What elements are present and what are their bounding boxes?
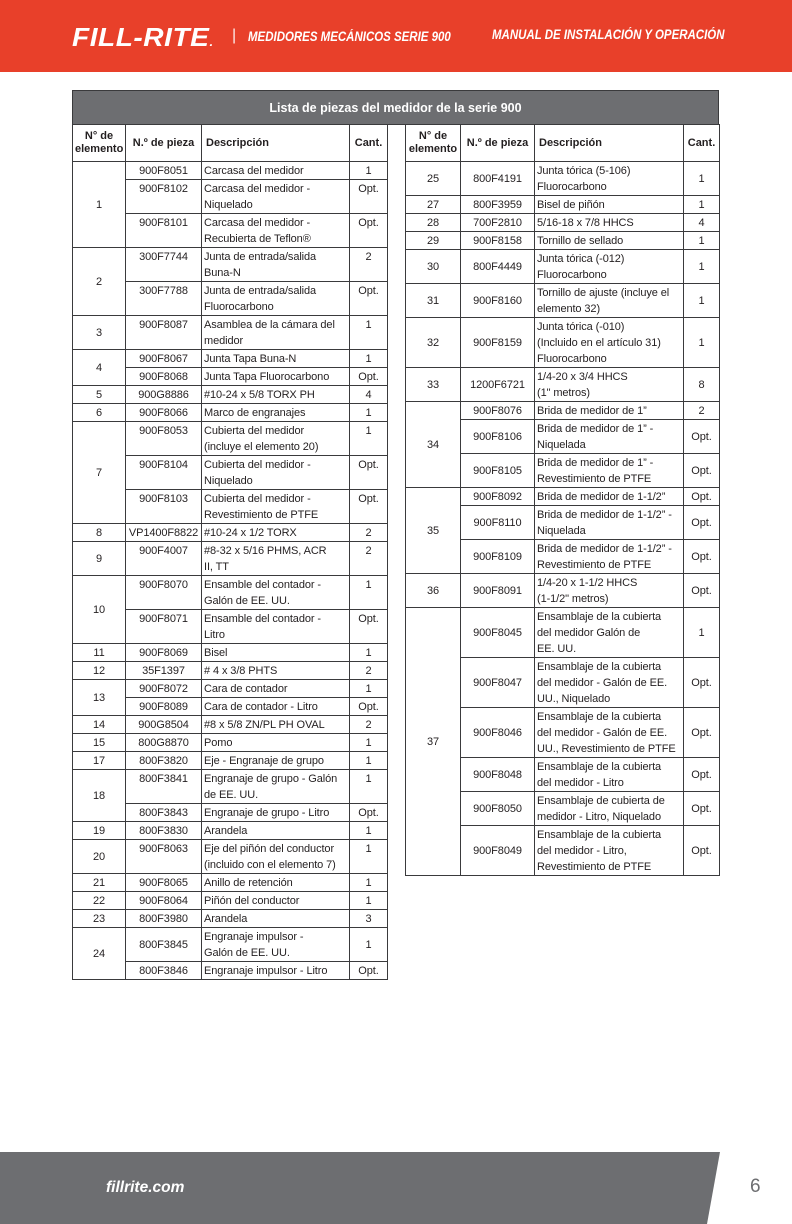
quantity-cell: Opt.: [350, 962, 388, 980]
element-number-cell: 34: [406, 402, 461, 488]
part-number-cell: 800F3959: [461, 196, 535, 214]
description-cell: #10-24 x 1/2 TORX: [202, 524, 350, 542]
table-row: [73, 644, 388, 662]
description-cell: Junta Tapa Buna-N: [202, 350, 350, 368]
description-cell: Junta de entrada/salida Fluorocarbono: [202, 282, 350, 316]
table-row: [406, 284, 720, 318]
quantity-cell: Opt.: [350, 698, 388, 716]
description-cell: Pomo: [202, 734, 350, 752]
quantity-cell: Opt.: [684, 420, 720, 454]
quantity-cell: Opt.: [350, 456, 388, 490]
element-number-cell: 31: [406, 284, 461, 318]
description-cell: Brida de medidor de 1-1/2” - Revestimiento de PTFE: [535, 540, 684, 574]
parts-table-left: [72, 124, 388, 980]
description-cell: # 4 x 3/8 PHTS: [202, 662, 350, 680]
part-number-cell: 900F4007: [126, 542, 202, 576]
table-row: [73, 248, 388, 282]
description-cell: Brida de medidor de 1-1/2”: [535, 488, 684, 506]
part-number-cell: 900F8068: [126, 368, 202, 386]
part-number-cell: 700F2810: [461, 214, 535, 232]
quantity-cell: Opt.: [350, 214, 388, 248]
table-row: [73, 576, 388, 610]
part-number-cell: 900F8053: [126, 422, 202, 456]
quantity-cell: 1: [684, 318, 720, 368]
part-number-cell: 800G8870: [126, 734, 202, 752]
quantity-cell: 1: [350, 770, 388, 804]
description-cell: Piñón del conductor: [202, 892, 350, 910]
element-number-cell: 30: [406, 250, 461, 284]
part-number-cell: 900F8046: [461, 708, 535, 758]
element-number-cell: 10: [73, 576, 126, 644]
quantity-cell: 3: [350, 910, 388, 928]
description-cell: Bisel: [202, 644, 350, 662]
table-row: [73, 892, 388, 910]
column-header-qty: Cant.: [350, 125, 388, 162]
part-number-cell: 900F8071: [126, 610, 202, 644]
table-row: [73, 542, 388, 576]
part-number-cell: 900F8092: [461, 488, 535, 506]
description-cell: Carcasa del medidor - Niquelado: [202, 180, 350, 214]
table-row: [73, 928, 388, 962]
description-cell: Marco de engranajes: [202, 404, 350, 422]
description-cell: Engranaje de grupo - Galón de EE. UU.: [202, 770, 350, 804]
part-number-cell: 800F4191: [461, 162, 535, 196]
table-row: [73, 874, 388, 892]
table-row: [73, 752, 388, 770]
element-number-cell: 20: [73, 840, 126, 874]
description-cell: Ensamble del contador - Litro: [202, 610, 350, 644]
quantity-cell: 1: [350, 752, 388, 770]
table-row: [73, 386, 388, 404]
description-cell: Arandela: [202, 822, 350, 840]
parts-list-title-bar: [72, 90, 719, 125]
table-row: [73, 422, 388, 456]
description-cell: Ensamblaje de la cubierta del medidor - Litro, Revestimiento de PTFE: [535, 826, 684, 876]
element-number-cell: 35: [406, 488, 461, 574]
table-row: [406, 368, 720, 402]
header-separator: |: [232, 27, 237, 44]
quantity-cell: 1: [350, 680, 388, 698]
description-cell: Brida de medidor de 1” - Niquelada: [535, 420, 684, 454]
element-number-cell: 25: [406, 162, 461, 196]
description-cell: Cubierta del medidor (incluye el elemento 20): [202, 422, 350, 456]
table-row: [73, 404, 388, 422]
part-number-cell: 800F3841: [126, 770, 202, 804]
description-cell: Cara de contador: [202, 680, 350, 698]
quantity-cell: Opt.: [684, 758, 720, 792]
element-number-cell: 18: [73, 770, 126, 822]
part-number-cell: 1200F6721: [461, 368, 535, 402]
element-number-cell: 37: [406, 608, 461, 876]
quantity-cell: Opt.: [684, 454, 720, 488]
element-number-cell: 9: [73, 542, 126, 576]
table-row: [73, 680, 388, 698]
part-number-cell: 800F3980: [126, 910, 202, 928]
part-number-cell: 900F8045: [461, 608, 535, 658]
element-number-cell: 13: [73, 680, 126, 716]
table-row: [73, 662, 388, 680]
description-cell: Junta tórica (-012) Fluorocarbono: [535, 250, 684, 284]
element-number-cell: 2: [73, 248, 126, 316]
quantity-cell: Opt.: [350, 180, 388, 214]
quantity-cell: 1: [350, 892, 388, 910]
table-row: [406, 402, 720, 420]
quantity-cell: Opt.: [350, 804, 388, 822]
quantity-cell: 1: [350, 928, 388, 962]
part-number-cell: 900F8158: [461, 232, 535, 250]
element-number-cell: 5: [73, 386, 126, 404]
column-header-description: Descripción: [535, 125, 684, 162]
quantity-cell: Opt.: [350, 368, 388, 386]
quantity-cell: 1: [350, 840, 388, 874]
element-number-cell: 36: [406, 574, 461, 608]
description-cell: #10-24 x 5/8 TORX PH: [202, 386, 350, 404]
part-number-cell: 800F4449: [461, 250, 535, 284]
element-number-cell: 11: [73, 644, 126, 662]
description-cell: Brida de medidor de 1” - Revestimiento de PTFE: [535, 454, 684, 488]
element-number-cell: 32: [406, 318, 461, 368]
part-number-cell: 900F8048: [461, 758, 535, 792]
element-number-cell: 14: [73, 716, 126, 734]
parts-list-title: Lista de piezas del medidor de la serie 900: [269, 100, 522, 115]
part-number-cell: 900F8051: [126, 162, 202, 180]
description-cell: Ensamblaje de la cubierta del medidor - Galón de EE. UU., Revestimiento de PTFE: [535, 708, 684, 758]
quantity-cell: 1: [350, 162, 388, 180]
part-number-cell: 900F8087: [126, 316, 202, 350]
part-number-cell: 900F8067: [126, 350, 202, 368]
brand-logo: [72, 23, 213, 51]
description-cell: Brida de medidor de 1”: [535, 402, 684, 420]
description-cell: 5/16-18 x 7/8 HHCS: [535, 214, 684, 232]
table-row: [406, 318, 720, 368]
table-row: [406, 574, 720, 608]
description-cell: Asamblea de la cámara del medidor: [202, 316, 350, 350]
part-number-cell: 900F8049: [461, 826, 535, 876]
element-number-cell: 19: [73, 822, 126, 840]
parts-table-right: [405, 124, 720, 876]
element-number-cell: 29: [406, 232, 461, 250]
description-cell: Ensamblaje de la cubierta del medidor Galón de EE. UU.: [535, 608, 684, 658]
quantity-cell: 2: [350, 716, 388, 734]
series-title: MEDIDORES MECÁNICOS SERIE 900: [248, 29, 451, 44]
part-number-cell: 35F1397: [126, 662, 202, 680]
element-number-cell: 24: [73, 928, 126, 980]
table-header-row: [406, 125, 720, 162]
part-number-cell: 900F8091: [461, 574, 535, 608]
quantity-cell: Opt.: [684, 574, 720, 608]
part-number-cell: 900F8070: [126, 576, 202, 610]
description-cell: Ensamblaje de cubierta de medidor - Litro, Niquelado: [535, 792, 684, 826]
table-row: [73, 350, 388, 368]
description-cell: Brida de medidor de 1-1/2” - Niquelada: [535, 506, 684, 540]
logo-text: FILL-RITE: [72, 22, 210, 52]
part-number-cell: 900F8102: [126, 180, 202, 214]
part-number-cell: 900F8105: [461, 454, 535, 488]
part-number-cell: 800F3843: [126, 804, 202, 822]
description-cell: Arandela: [202, 910, 350, 928]
table-row: [73, 822, 388, 840]
part-number-cell: 900F8159: [461, 318, 535, 368]
column-header-part: N.º de pieza: [126, 125, 202, 162]
part-number-cell: 900F8069: [126, 644, 202, 662]
quantity-cell: 1: [350, 734, 388, 752]
element-number-cell: 33: [406, 368, 461, 402]
description-cell: Bisel de piñón: [535, 196, 684, 214]
part-number-cell: 800F3820: [126, 752, 202, 770]
quantity-cell: 1: [684, 196, 720, 214]
part-number-cell: 900F8109: [461, 540, 535, 574]
element-number-cell: 17: [73, 752, 126, 770]
quantity-cell: Opt.: [684, 792, 720, 826]
page-number: 6: [750, 1176, 761, 1197]
table-row: [406, 196, 720, 214]
description-cell: Cubierta del medidor - Niquelado: [202, 456, 350, 490]
description-cell: Eje del piñón del conductor (incluido con el elemento 7): [202, 840, 350, 874]
table-row: [406, 214, 720, 232]
footer-website: fillrite.com: [106, 1179, 185, 1196]
column-header-qty: Cant.: [684, 125, 720, 162]
part-number-cell: 900F8103: [126, 490, 202, 524]
quantity-cell: 1: [684, 284, 720, 318]
description-cell: Ensamblaje de la cubierta del medidor - Galón de EE. UU., Niquelado: [535, 658, 684, 708]
quantity-cell: Opt.: [684, 506, 720, 540]
quantity-cell: Opt.: [684, 826, 720, 876]
column-header-description: Descripción: [202, 125, 350, 162]
part-number-cell: 900F8101: [126, 214, 202, 248]
column-header-part: N.º de pieza: [461, 125, 535, 162]
quantity-cell: 4: [350, 386, 388, 404]
part-number-cell: 900F8063: [126, 840, 202, 874]
part-number-cell: 900G8504: [126, 716, 202, 734]
table-row: [73, 524, 388, 542]
part-number-cell: 900F8066: [126, 404, 202, 422]
quantity-cell: 2: [684, 402, 720, 420]
quantity-cell: 8: [684, 368, 720, 402]
table-row: [406, 250, 720, 284]
table-row: [406, 232, 720, 250]
description-cell: Anillo de retención: [202, 874, 350, 892]
element-number-cell: 12: [73, 662, 126, 680]
description-cell: Ensamblaje de la cubierta del medidor - Litro: [535, 758, 684, 792]
element-number-cell: 7: [73, 422, 126, 524]
description-cell: Junta Tapa Fluorocarbono: [202, 368, 350, 386]
table-row: [73, 162, 388, 180]
description-cell: Junta tórica (-010) (Incluido en el artículo 31) Fluorocarbono: [535, 318, 684, 368]
table-row: [406, 608, 720, 658]
quantity-cell: 1: [684, 608, 720, 658]
description-cell: Engranaje de grupo - Litro: [202, 804, 350, 822]
table-row: [73, 840, 388, 874]
element-number-cell: 21: [73, 874, 126, 892]
table-row: [406, 488, 720, 506]
part-number-cell: 900F8047: [461, 658, 535, 708]
element-number-cell: 8: [73, 524, 126, 542]
table-header-row: [73, 125, 388, 162]
quantity-cell: 1: [684, 250, 720, 284]
table-row: [406, 162, 720, 196]
quantity-cell: 1: [350, 350, 388, 368]
element-number-cell: 6: [73, 404, 126, 422]
part-number-cell: 900F8160: [461, 284, 535, 318]
description-cell: Junta tórica (5-106) Fluorocarbono: [535, 162, 684, 196]
description-cell: Ensamble del contador - Galón de EE. UU.: [202, 576, 350, 610]
column-header-element: N° de elemento: [406, 125, 461, 162]
quantity-cell: Opt.: [350, 282, 388, 316]
element-number-cell: 23: [73, 910, 126, 928]
part-number-cell: 300F7788: [126, 282, 202, 316]
description-cell: Tornillo de ajuste (incluye el elemento 32): [535, 284, 684, 318]
part-number-cell: 800F3830: [126, 822, 202, 840]
part-number-cell: 900F8064: [126, 892, 202, 910]
description-cell: Cubierta del medidor - Revestimiento de PTFE: [202, 490, 350, 524]
part-number-cell: 300F7744: [126, 248, 202, 282]
part-number-cell: 900F8104: [126, 456, 202, 490]
description-cell: Tornillo de sellado: [535, 232, 684, 250]
quantity-cell: 1: [684, 162, 720, 196]
part-number-cell: 900F8072: [126, 680, 202, 698]
quantity-cell: Opt.: [684, 708, 720, 758]
quantity-cell: Opt.: [684, 540, 720, 574]
part-number-cell: 800F3845: [126, 928, 202, 962]
element-number-cell: 28: [406, 214, 461, 232]
quantity-cell: 1: [350, 404, 388, 422]
description-cell: Carcasa del medidor - Recubierta de Teflon®: [202, 214, 350, 248]
description-cell: Eje - Engranaje de grupo: [202, 752, 350, 770]
description-cell: Carcasa del medidor: [202, 162, 350, 180]
quantity-cell: 1: [350, 576, 388, 610]
quantity-cell: 1: [350, 644, 388, 662]
description-cell: Cara de contador - Litro: [202, 698, 350, 716]
manual-title: MANUAL DE INSTALACIÓN Y OPERACIÓN: [492, 27, 725, 42]
part-number-cell: 900F8110: [461, 506, 535, 540]
quantity-cell: Opt.: [684, 658, 720, 708]
quantity-cell: 1: [350, 422, 388, 456]
quantity-cell: Opt.: [350, 610, 388, 644]
part-number-cell: 900F8050: [461, 792, 535, 826]
element-number-cell: 15: [73, 734, 126, 752]
table-row: [73, 770, 388, 804]
part-number-cell: 800F3846: [126, 962, 202, 980]
column-header-element: N° de elemento: [73, 125, 126, 162]
quantity-cell: 1: [684, 232, 720, 250]
part-number-cell: 900F8065: [126, 874, 202, 892]
quantity-cell: 1: [350, 822, 388, 840]
description-cell: #8 x 5/8 ZN/PL PH OVAL: [202, 716, 350, 734]
element-number-cell: 4: [73, 350, 126, 386]
quantity-cell: 2: [350, 524, 388, 542]
logo-mark: .: [209, 35, 214, 49]
quantity-cell: Opt.: [684, 488, 720, 506]
element-number-cell: 27: [406, 196, 461, 214]
part-number-cell: 900F8089: [126, 698, 202, 716]
quantity-cell: 1: [350, 874, 388, 892]
description-cell: #8-32 x 5/16 PHMS, ACR II, TT: [202, 542, 350, 576]
description-cell: 1/4-20 x 1-1/2 HHCS (1-1/2" metros): [535, 574, 684, 608]
element-number-cell: 22: [73, 892, 126, 910]
table-row: [73, 716, 388, 734]
quantity-cell: 2: [350, 248, 388, 282]
part-number-cell: VP1400F8822: [126, 524, 202, 542]
description-cell: Engranaje impulsor - Galón de EE. UU.: [202, 928, 350, 962]
part-number-cell: 900G8886: [126, 386, 202, 404]
part-number-cell: 900F8076: [461, 402, 535, 420]
table-row: [73, 910, 388, 928]
table-row: [73, 316, 388, 350]
description-cell: 1/4-20 x 3/4 HHCS (1" metros): [535, 368, 684, 402]
table-row: [73, 734, 388, 752]
quantity-cell: 2: [350, 542, 388, 576]
quantity-cell: 1: [350, 316, 388, 350]
description-cell: Junta de entrada/salida Buna-N: [202, 248, 350, 282]
quantity-cell: 2: [350, 662, 388, 680]
part-number-cell: 900F8106: [461, 420, 535, 454]
description-cell: Engranaje impulsor - Litro: [202, 962, 350, 980]
element-number-cell: 3: [73, 316, 126, 350]
quantity-cell: 4: [684, 214, 720, 232]
quantity-cell: Opt.: [350, 490, 388, 524]
element-number-cell: 1: [73, 162, 126, 248]
